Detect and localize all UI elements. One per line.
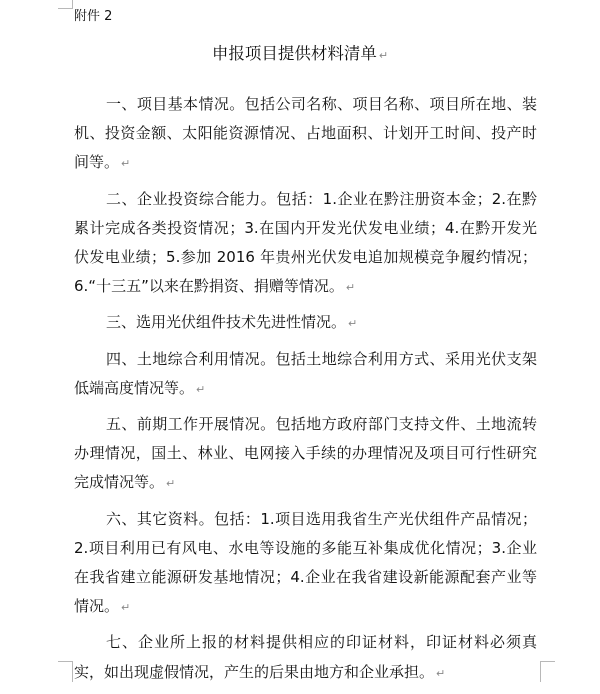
document-title bbox=[0, 40, 600, 64]
paragraph-3 bbox=[74, 308, 537, 338]
paragraph-2 bbox=[74, 185, 537, 303]
paragraph-mark-icon: ↵ bbox=[121, 157, 131, 171]
paragraph-4 bbox=[74, 345, 537, 404]
paragraph-text: 六、其它资料。包括：1.项目选用我省生产光伏组件产品情况；2.项目利用已有风电、水电等设施的多能互补集成优化情况；3.企业在我省建立能源研发基地情况；4.企业在我省建设新能源配套产业等情况。 bbox=[74, 509, 537, 616]
crop-mark-top-left bbox=[58, 0, 73, 9]
paragraph-text: 二、企业投资综合能力。包括：1.企业在黔注册资本金；2.在黔累计完成各类投资情况；3.在国内开发光伏发电业绩；4.在黔开发光伏发电业绩；5.参加 2016 年贵州光伏发电追加规模竞争履约情况；6.“十三五”以来在黔捐资、捐赠等情况。 bbox=[74, 189, 537, 296]
paragraph-text: 三、选用光伏组件技术先进性情况。 bbox=[106, 313, 347, 332]
paragraph-text: 四、土地综合利用情况。包括土地综合利用方式、采用光伏支架低端高度情况等。 bbox=[74, 349, 537, 397]
paragraph-1 bbox=[74, 90, 537, 179]
paragraph-text: 五、前期工作开展情况。包括地方政府部门支持文件、土地流转办理情况，国土、林业、电网接入手续的办理情况及项目可行性研究完成情况等。 bbox=[74, 415, 537, 492]
paragraph-mark-icon: ↵ bbox=[378, 49, 389, 62]
paragraph-mark-icon: ↵ bbox=[345, 281, 356, 295]
paragraph-mark-icon: ↵ bbox=[121, 601, 131, 615]
paragraph-5 bbox=[74, 410, 537, 499]
paragraph-6 bbox=[74, 505, 537, 623]
paragraph-mark-icon: ↵ bbox=[348, 317, 358, 331]
document-body bbox=[74, 90, 537, 694]
attachment-label: 附件 2 bbox=[74, 9, 113, 24]
crop-mark-bottom-left bbox=[58, 661, 73, 682]
paragraph-text: 七、企业所上报的材料提供相应的印证材料，印证材料必须真实，如出现虚假情况，产生的后果由地方和企业承担。 bbox=[74, 633, 537, 681]
paragraph-text: 一、项目基本情况。包括公司名称、项目名称、项目所在地、装机、投资金额、太阳能资源情况、占地面积、计划开工时间、投产时间等。 bbox=[74, 95, 537, 172]
paragraph-mark-icon: ↵ bbox=[436, 666, 446, 680]
paragraph-7 bbox=[74, 628, 537, 687]
paragraph-mark-icon: ↵ bbox=[196, 382, 206, 396]
document-title-text: 申报项目提供材料清单 bbox=[211, 44, 377, 63]
crop-mark-bottom-right bbox=[540, 661, 555, 682]
paragraph-mark-icon: ↵ bbox=[166, 477, 176, 491]
